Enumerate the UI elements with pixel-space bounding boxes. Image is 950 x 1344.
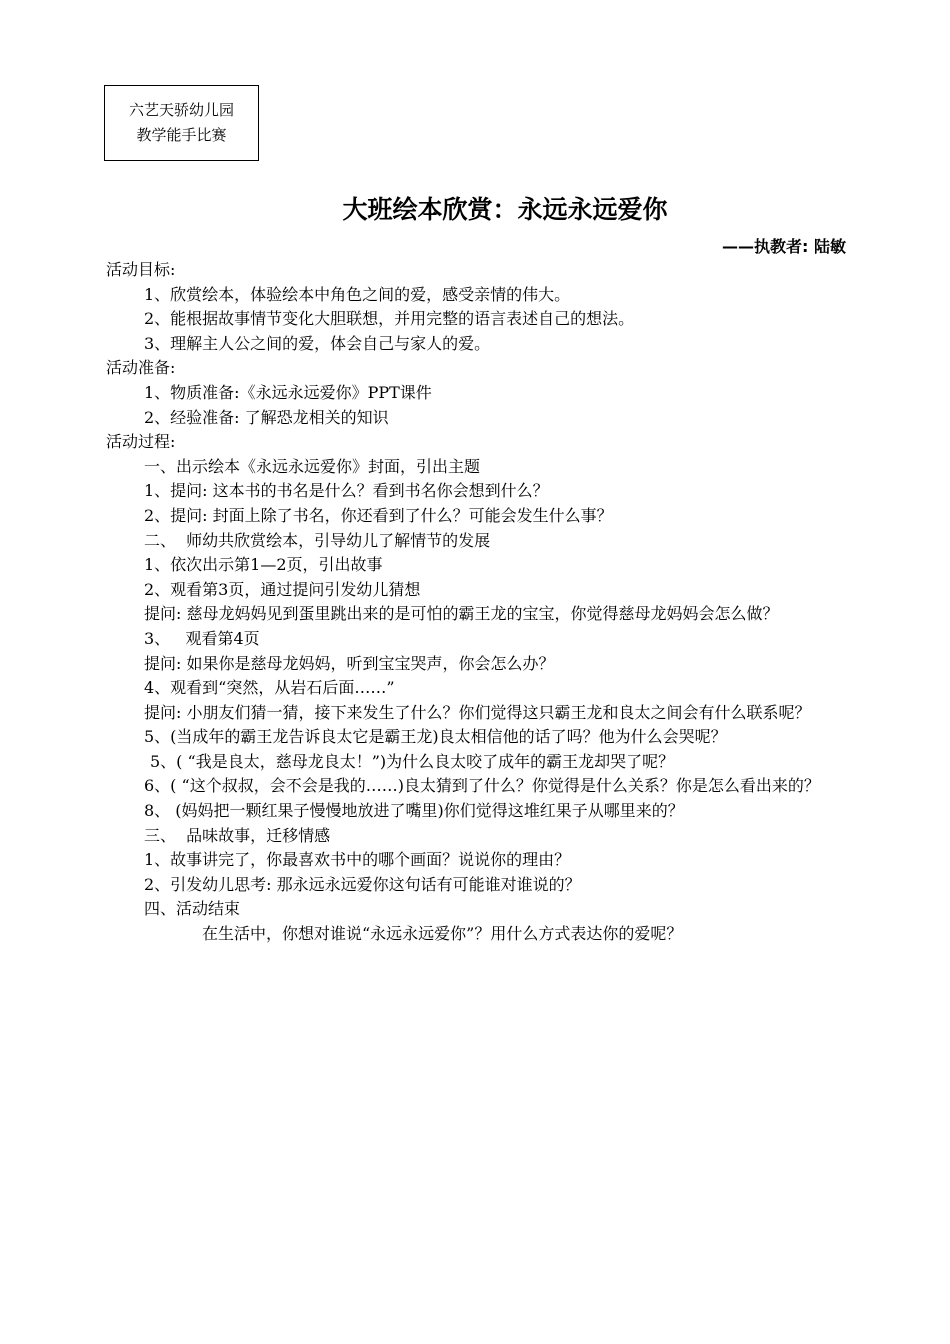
text-line: 提问: 小朋友们猜一猜，接下来发生了什么？你们觉得这只霸王龙和良太之间会有什么联系呢？	[144, 702, 811, 722]
text-line: 四、活动结束	[144, 899, 241, 919]
text-line: 3、 观看第4页	[144, 628, 260, 648]
competition-name: 教学能手比赛	[136, 126, 227, 144]
text-line: 活动过程:	[106, 432, 176, 452]
text-line: 8、 (妈妈把一颗红果子慢慢地放进了嘴里)你们觉得这堆红果子从哪里来的？	[144, 801, 684, 821]
text-line: 2、引发幼儿思考: 那永远永远爱你这句话有可能谁对谁说的？	[144, 874, 581, 894]
text-line: 1、提问: 这本书的书名是什么？看到书名你会想到什么？	[144, 481, 549, 501]
text-line: 活动准备:	[106, 358, 176, 378]
text-line: 5、( “我是良太，慈母龙良太！”)为什么良太咬了成年的霸王龙却哭了呢？	[150, 751, 675, 771]
text-line: 在生活中，你想对谁说“永远永远爱你”？用什么方式表达你的爱呢？	[202, 924, 683, 944]
text-line: 2、能根据故事情节变化大胆联想，并用完整的语言表述自己的想法。	[144, 309, 635, 329]
text-line: 6、( “这个叔叔，会不会是我的……)良太猜到了什么？你觉得是什么关系？你是怎么看出来的？	[144, 776, 820, 796]
text-line: 活动目标:	[106, 260, 176, 279]
text-line: 1、故事讲完了，你最喜欢书中的哪个画面？说说你的理由？	[144, 850, 571, 870]
text-line: 提问: 如果你是慈母龙妈妈，听到宝宝哭声，你会怎么办？	[144, 653, 555, 673]
teacher-byline: ——执教者: 陆敏	[722, 237, 846, 256]
text-line: 3、理解主人公之间的爱，体会自己与家人的爱。	[144, 333, 491, 353]
school-label-box	[104, 85, 259, 161]
text-line: 1、欣赏绘本，体验绘本中角色之间的爱，感受亲情的伟大。	[144, 284, 571, 304]
school-name: 六艺天骄幼儿园	[128, 101, 234, 119]
text-line: 提问: 慈母龙妈妈见到蛋里跳出来的是可怕的霸王龙的宝宝，你觉得慈母龙妈妈会怎么做？	[144, 604, 779, 624]
text-line: 1、物质准备:《永远永远爱你》PPT课件	[144, 382, 432, 402]
text-line: 2、观看第3页，通过提问引发幼儿猜想	[144, 579, 421, 599]
text-line: 2、经验准备: 了解恐龙相关的知识	[144, 407, 389, 427]
lesson-plan-body	[106, 258, 848, 947]
text-line: 一、出示绘本《永远永远爱你》封面，引出主题	[144, 456, 481, 476]
text-line: 2、提问: 封面上除了书名，你还看到了什么？可能会发生什么事？	[144, 505, 613, 525]
text-line: 4、观看到“突然，从岩石后面……”	[144, 678, 395, 698]
text-line: 三、 品味故事，迁移情感	[144, 825, 331, 845]
text-line: 二、 师幼共欣赏绘本，引导幼儿了解情节的发展	[144, 530, 491, 550]
text-line: 1、依次出示第1—2页，引出故事	[144, 555, 383, 575]
page-title: 大班绘本欣赏：永远永远爱你	[342, 195, 668, 224]
text-line: 5、(当成年的霸王龙告诉良太它是霸王龙)良太相信他的话了吗？他为什么会哭呢？	[144, 727, 727, 747]
